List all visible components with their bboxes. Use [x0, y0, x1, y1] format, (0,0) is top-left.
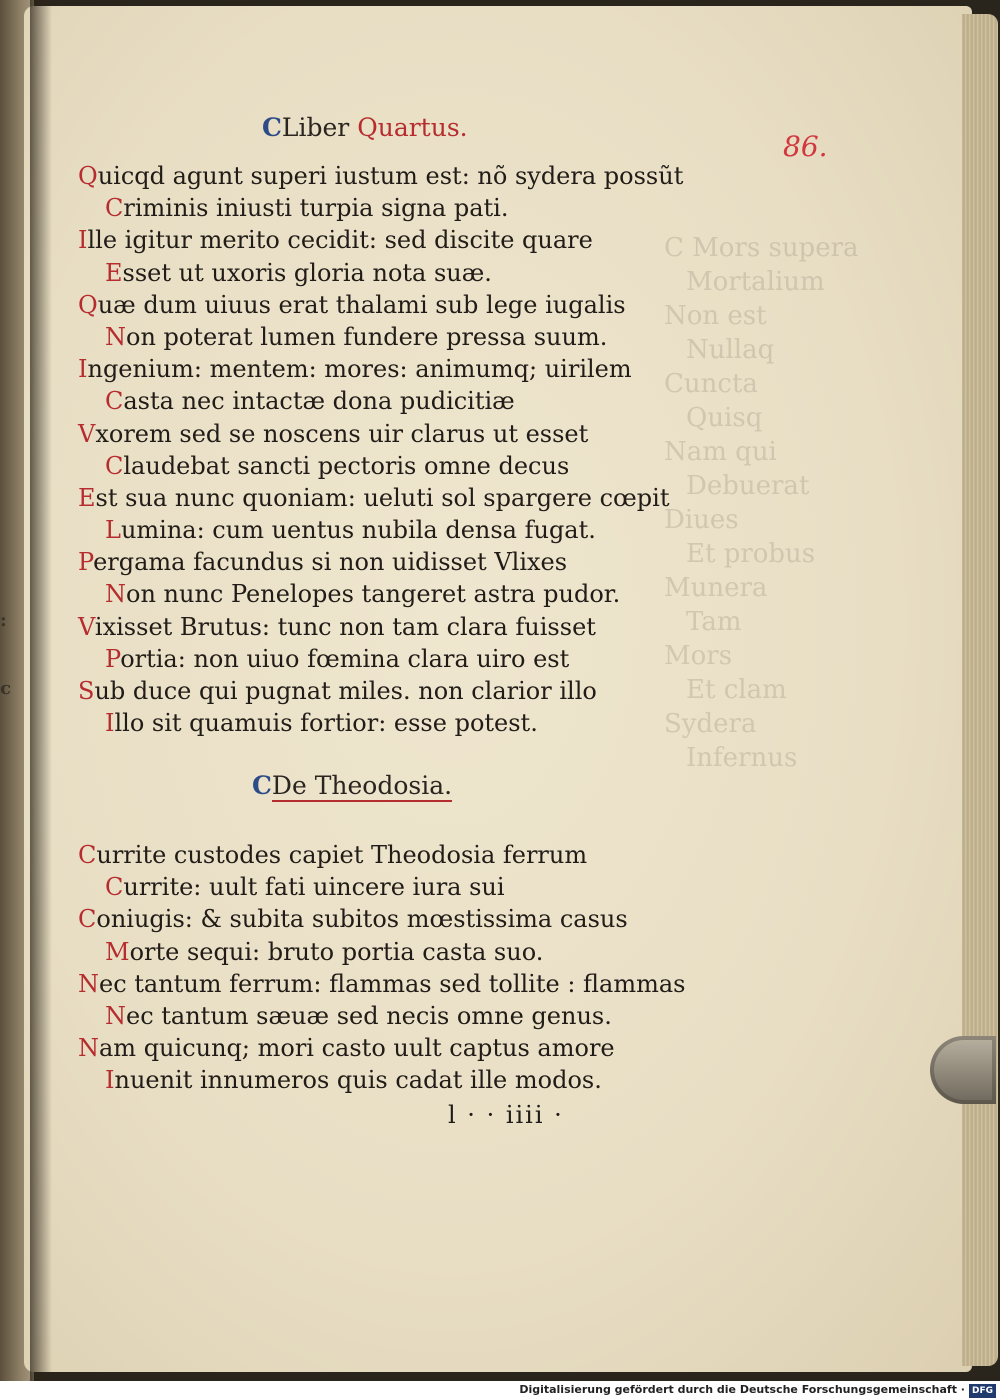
- verse-text: ec tantum ferrum: flammas sed tollite : flammas: [99, 969, 686, 998]
- rubricated-initial: N: [78, 969, 99, 998]
- verse-text: laudebat sancti pectoris omne decus: [123, 451, 570, 480]
- verse-line: [78, 936, 686, 968]
- verse-line: [78, 707, 683, 739]
- verse-line: [78, 675, 683, 707]
- paragraph-mark-icon: C: [262, 113, 282, 142]
- verse-text: on nunc Penelopes tangeret astra pudor.: [126, 580, 621, 609]
- verse-text: ortia: non uiuo fœmina clara uiro est: [120, 644, 570, 673]
- verse-text: uæ dum uiuus erat thalami sub lege iugalis: [97, 290, 626, 319]
- rubricated-initial: N: [78, 1034, 99, 1063]
- rubricated-initial: V: [78, 419, 96, 448]
- rubricated-initial: I: [78, 226, 88, 255]
- verse-line: [78, 514, 683, 546]
- bleed-through-line: Debuerat: [686, 471, 810, 501]
- rubricated-initial: C: [78, 905, 97, 934]
- bleed-through-line: Et probus: [686, 539, 816, 569]
- section-title-text: De Theodosia.: [271, 771, 453, 800]
- verse-line: [78, 839, 686, 871]
- rubricated-initial: N: [105, 1001, 126, 1030]
- bleed-through-line: Sydera: [664, 709, 757, 739]
- book-clasp: [930, 1036, 996, 1104]
- verse-text: asta nec intactæ dona pudicitiæ: [123, 387, 515, 416]
- rubricated-initial: C: [105, 873, 124, 902]
- verse-line: [78, 321, 683, 353]
- verse-line: [78, 224, 683, 256]
- verse-text: llo sit quamuis fortior: esse potest.: [114, 709, 538, 738]
- running-header: [262, 113, 468, 142]
- bleed-through-line: C Mors supera: [664, 233, 859, 263]
- poem-lines-liber-quartus: [78, 160, 683, 739]
- verse-text: orte sequi: bruto portia casta suo.: [129, 937, 544, 966]
- verse-text: urrite: uult fati uincere iura sui: [123, 873, 505, 902]
- bleed-through-line: Mortalium: [686, 267, 825, 297]
- verse-line: [78, 289, 683, 321]
- rubricated-initial: E: [105, 258, 123, 287]
- header-word-quartus: Quartus.: [357, 113, 468, 142]
- bleed-through-line: Munera: [664, 573, 768, 603]
- verse-line: [78, 546, 683, 578]
- verse-text: uicqd agunt superi iustum est: nõ sydera possũt: [97, 162, 684, 190]
- bleed-through-line: Et clam: [686, 675, 787, 705]
- verse-text: xorem sed se noscens uir clarus ut esset: [95, 419, 589, 448]
- rubricated-initial: S: [78, 677, 95, 705]
- bleed-through-line: Nam qui: [664, 437, 777, 467]
- bleed-through-line: Cuncta: [664, 369, 758, 399]
- verse-text: ub duce qui pugnat miles. non clarior illo: [94, 677, 597, 705]
- verse-line: [78, 450, 683, 482]
- rubricated-initial: V: [78, 612, 95, 641]
- rubricated-initial: Q: [78, 162, 98, 190]
- page-stack-edge: [962, 14, 998, 1366]
- rubricated-initial: C: [105, 451, 124, 480]
- rubricated-initial: N: [105, 322, 126, 351]
- footer-credit: Digitalisierung gefördert durch die Deutsche Forschungsgemeinschaft ·: [519, 1383, 965, 1396]
- bleed-through-line: Tam: [686, 607, 742, 637]
- paragraph-mark-icon: C: [252, 771, 272, 800]
- verse-line: [78, 1032, 686, 1064]
- verse-line: [78, 611, 683, 643]
- verse-text: on poterat lumen fundere pressa suum.: [126, 322, 608, 351]
- verse-text: sset ut uxoris gloria nota suæ.: [122, 258, 492, 287]
- rubricated-initial: L: [105, 516, 121, 545]
- digitization-footer: [0, 1381, 1000, 1399]
- verse-text: am quicunq; mori casto uult captus amore: [99, 1034, 615, 1063]
- verse-line: [78, 418, 683, 450]
- margin-mark: c: [0, 678, 11, 699]
- verse-text: nuenit innumeros quis cadat ille modos.: [114, 1066, 602, 1095]
- margin-mark: :: [0, 610, 7, 631]
- verse-line: [78, 385, 683, 417]
- header-word-liber: Liber: [281, 113, 350, 142]
- verse-text: lle igitur merito cecidit: sed discite quare: [87, 226, 593, 255]
- verse-text: ixisset Brutus: tunc non tam clara fuisset: [94, 612, 596, 641]
- rubricated-initial: C: [78, 841, 97, 869]
- rubricated-initial: C: [105, 194, 124, 223]
- verse-line: [78, 160, 683, 192]
- verse-text: oniugis: & subita subitos mœstissima casus: [96, 905, 628, 934]
- rubricated-initial: I: [105, 1066, 115, 1095]
- bleed-through-line: Diues: [664, 505, 739, 535]
- rubricated-initial: N: [105, 580, 126, 609]
- rubricated-initial: M: [105, 937, 130, 966]
- bleed-through-line: Non est: [664, 301, 767, 331]
- verse-text: ngenium: mentem: mores: animumq; uirilem: [87, 355, 632, 384]
- verse-line: [78, 1064, 686, 1096]
- verse-text: riminis iniusti turpia signa pati.: [123, 194, 509, 223]
- verse-text: urrite custodes capiet Theodosia ferrum: [96, 841, 588, 869]
- verse-line: [78, 257, 683, 289]
- poem-lines-de-theodosia: [78, 839, 686, 1097]
- bleed-through-text: [664, 231, 859, 775]
- bleed-through-line: Mors: [664, 641, 733, 671]
- verse-line: [78, 903, 686, 935]
- verse-line: [78, 482, 683, 514]
- bleed-through-line: Quisq: [686, 403, 763, 433]
- rubricated-initial: P: [78, 548, 94, 577]
- bleed-through-line: Infernus: [686, 743, 798, 773]
- rubricated-initial: C: [105, 387, 124, 416]
- dfg-logo: DFG: [969, 1384, 996, 1398]
- rubricated-initial: I: [105, 709, 115, 738]
- verse-line: [78, 871, 686, 903]
- verse-text: umina: cum uentus nubila densa fugat.: [120, 516, 596, 545]
- rubricated-initial: E: [78, 483, 96, 512]
- verse-line: [78, 643, 683, 675]
- rubricated-initial: P: [105, 644, 121, 673]
- verse-line: [78, 1000, 686, 1032]
- signature-mark: l · · iiii ·: [448, 1101, 564, 1129]
- folio-number: 86.: [783, 130, 828, 163]
- rubricated-initial: I: [78, 355, 88, 384]
- verse-line: [78, 578, 683, 610]
- section-title: [252, 771, 452, 800]
- gutter-shadow: [30, 0, 52, 1381]
- verse-line: [78, 968, 686, 1000]
- verse-text: ec tantum sæuæ sed necis omne genus.: [126, 1001, 612, 1030]
- bleed-through-line: Nullaq: [686, 335, 775, 365]
- rubricated-initial: Q: [78, 290, 98, 319]
- verse-line: [78, 192, 683, 224]
- verse-text: ergama facundus si non uidisset Vlixes: [93, 548, 568, 577]
- verse-line: [78, 353, 683, 385]
- verse-text: st sua nunc quoniam: ueluti sol spargere cœpit: [95, 483, 670, 512]
